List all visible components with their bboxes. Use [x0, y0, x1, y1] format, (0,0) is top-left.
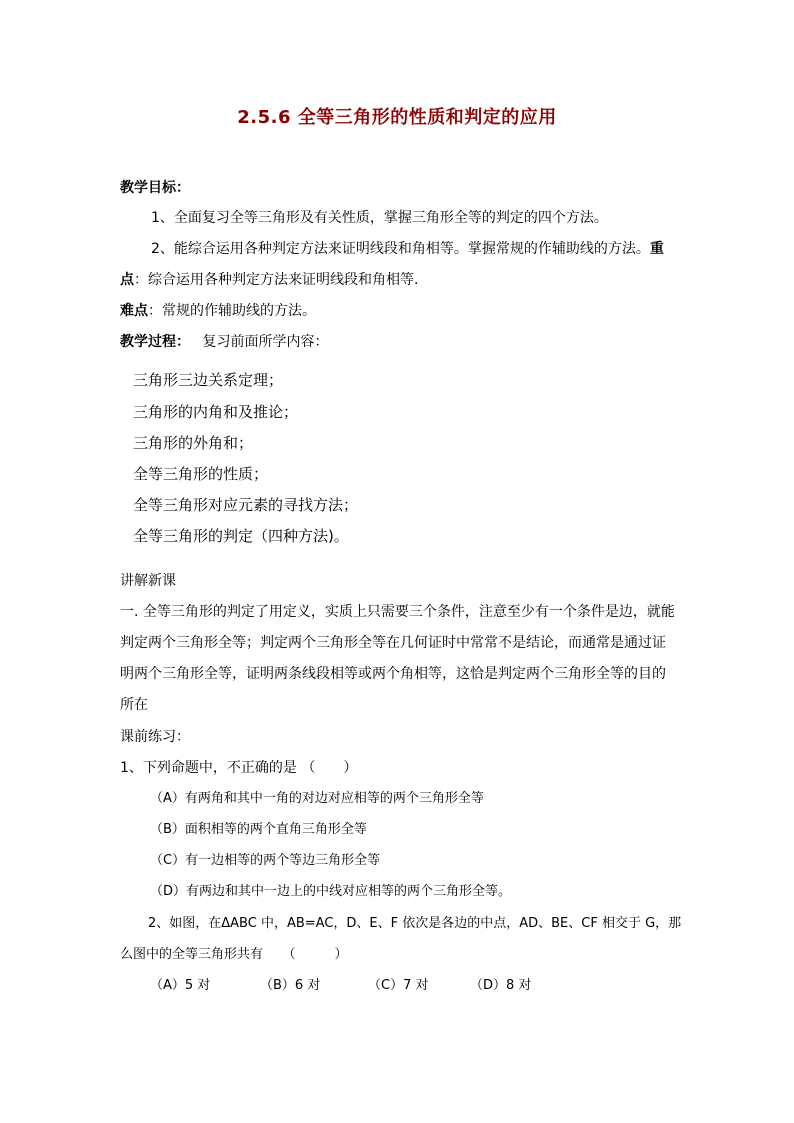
practice-heading: 课前练习： — [120, 729, 190, 745]
key-point-text: ：综合运用各种判定方法来证明线段和角相等. — [134, 272, 419, 288]
question-1-option: （C）有一边相等的两个等边三角形全等 — [150, 853, 381, 868]
review-item: 全等三角形的判定（四种方法)。 — [133, 527, 349, 545]
paragraph-line: 一. 全等三角形的判定了用定义，实质上只需要三个条件，注意至少有一个条件是边，就能 — [120, 604, 675, 620]
review-item: 三角形的外角和； — [133, 434, 254, 452]
process-line — [120, 333, 328, 351]
difficulty-label: 难点 — [120, 303, 148, 319]
review-item: 全等三角形的性质； — [133, 465, 269, 483]
review-item: 全等三角形对应元素的寻找方法； — [133, 496, 359, 514]
new-lesson-heading: 讲解新课 — [120, 573, 176, 589]
process-label: 教学过程： — [120, 334, 190, 350]
question-1-stem: 1、下列命题中，不正确的是 （ ） — [120, 760, 358, 776]
question-2-line-1: 2、如图，在ΔABC 中，AB=AC，D、E、F 依次是各边的中点，AD、BE、CF 相交于 G，那 — [148, 916, 682, 931]
question-1-option: （D）有两边和其中一边上的中线对应相等的两个三角形全等。 — [150, 884, 512, 899]
question-2-option: （A）5 对 — [150, 978, 211, 993]
difficulty-line — [120, 302, 316, 320]
process-text: 复习前面所学内容： — [202, 334, 329, 350]
paragraph-line: 判定两个三角形全等；判定两个三角形全等在几何证时中常常不是结论，而通常是通过证 — [120, 635, 666, 651]
question-2-option: （B）6 对 — [260, 978, 321, 993]
objective-1: 1、全面复习全等三角形及有关性质，掌握三角形全等的判定的四个方法。 — [151, 210, 608, 226]
objective-2 — [151, 240, 664, 258]
question-1-option: （B）面积相等的两个直角三角形全等 — [150, 822, 367, 837]
difficulty-text: ：常规的作辅助线的方法。 — [148, 303, 316, 319]
key-label-tail: 重 — [649, 241, 664, 257]
key-label-head: 点 — [120, 272, 134, 288]
paragraph-line: 明两个三角形全等，证明两条线段相等或两个角相等，这恰是判定两个三角形全等的目的 — [120, 666, 666, 682]
objectives-heading: 教学目标： — [120, 180, 190, 196]
question-2-option: （C）7 对 — [368, 978, 429, 993]
objective-2-text: 2、能综合运用各种判定方法来证明线段和角相等。掌握常规的作辅助线的方法。 — [151, 241, 650, 257]
question-2-line-2: 么图中的全等三角形共有 （ ） — [120, 947, 348, 962]
review-item: 三角形三边关系定理； — [133, 371, 284, 389]
question-2-option: （D）8 对 — [470, 978, 532, 993]
paragraph-line: 所在 — [120, 697, 148, 713]
question-1-option: （A）有两角和其中一角的对边对应相等的两个三角形全等 — [150, 791, 484, 806]
review-item: 三角形的内角和及推论； — [133, 403, 299, 421]
document-title: 2.5.6 全等三角形的性质和判定的应用 — [237, 107, 557, 128]
key-point-line — [120, 271, 418, 289]
